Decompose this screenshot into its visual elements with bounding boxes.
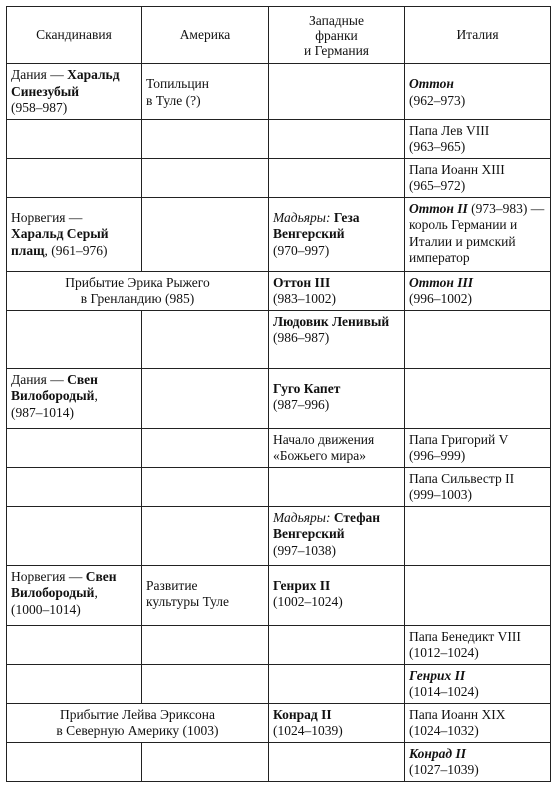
page xyxy=(6,6,551,782)
header-row xyxy=(7,7,551,64)
cell-italy: Оттон II (973–983) — король Германии и Италии и римский император xyxy=(405,197,551,271)
table-row xyxy=(7,506,551,565)
table-row xyxy=(7,271,551,310)
cell-scandinavia xyxy=(7,467,142,506)
cell-west: Мадьяры: Геза Венгерский (970–997) xyxy=(269,197,405,271)
ruler-name: Харальд Синезубый xyxy=(11,67,120,99)
cell-scandinavia: Дания — Харальд Синезубый (958–987) xyxy=(7,64,142,120)
cell-west xyxy=(269,64,405,120)
cell-america xyxy=(142,664,269,703)
table-row xyxy=(7,703,551,742)
ruler-name: Генрих II xyxy=(273,577,331,593)
ruler-name: Конрад II xyxy=(409,745,466,761)
cell-scandinavia: Дания — Свен Вилобородый, (987–1014) xyxy=(7,368,142,428)
cell-west xyxy=(269,625,405,664)
cell-italy xyxy=(405,506,551,565)
cell-america xyxy=(142,119,269,158)
cell-west xyxy=(269,742,405,781)
cell-west: Генрих II (1002–1024) xyxy=(269,565,405,625)
cell-west xyxy=(269,664,405,703)
cell-scandinavia xyxy=(7,664,142,703)
ruler-name: Оттон III xyxy=(273,274,331,290)
cell-west xyxy=(269,119,405,158)
header-west-text: Западные франки и Германия xyxy=(303,12,369,58)
cell-italy: Папа Иоанн XIX (1024–1032) xyxy=(405,703,551,742)
cell-italy: Папа Бенедикт VIII (1012–1024) xyxy=(405,625,551,664)
cell-america xyxy=(142,506,269,565)
cell-italy: Папа Григорий V (996–999) xyxy=(405,428,551,467)
cell-scandinavia xyxy=(7,506,142,565)
cell-italy: Папа Иоанн XIII (965–972) xyxy=(405,158,551,197)
ruler-name: Харальд Серый плащ xyxy=(11,226,109,258)
cell-scandinavia xyxy=(7,119,142,158)
cell-america xyxy=(142,428,269,467)
cell-america xyxy=(142,310,269,368)
table-row xyxy=(7,565,551,625)
cell-west: Конрад II (1024–1039) xyxy=(269,703,405,742)
cell-america: Топильцин в Туле (?) xyxy=(142,64,269,120)
cell-scandinavia xyxy=(7,310,142,368)
ruler-name: Людовик Ленивый xyxy=(273,313,390,329)
cell-italy: Конрад II (1027–1039) xyxy=(405,742,551,781)
table-row xyxy=(7,664,551,703)
cell-italy xyxy=(405,310,551,368)
cell-italy: Папа Лев VIII (963–965) xyxy=(405,119,551,158)
cell-america xyxy=(142,467,269,506)
cell-west: Начало движения «Божьего мира» xyxy=(269,428,405,467)
chronology-table xyxy=(6,6,551,782)
cell-west: Оттон III (983–1002) xyxy=(269,271,405,310)
header-italy: Италия xyxy=(405,7,551,64)
table-row xyxy=(7,368,551,428)
table-row xyxy=(7,197,551,271)
cell-america xyxy=(142,625,269,664)
cell-west: Мадьяры: Стефан Венгерский (997–1038) xyxy=(269,506,405,565)
header-scandinavia: Скандинавия xyxy=(7,7,142,64)
table-row xyxy=(7,64,551,120)
table-row xyxy=(7,158,551,197)
ruler-name: Генрих II xyxy=(409,667,466,683)
cell-west: Гуго Капет (987–996) xyxy=(269,368,405,428)
cell-scandinavia-america: Прибытие Эрика Рыжего в Гренландию (985) xyxy=(7,271,269,310)
ruler-name: Оттон III xyxy=(409,274,473,290)
table-row xyxy=(7,625,551,664)
table-row xyxy=(7,428,551,467)
cell-america xyxy=(142,197,269,271)
cell-italy: Оттон III (996–1002) xyxy=(405,271,551,310)
cell-america: Развитие культуры Туле xyxy=(142,565,269,625)
table-row xyxy=(7,310,551,368)
header-america: Америка xyxy=(142,7,269,64)
ruler-name: Свен Вилобородый xyxy=(11,568,117,600)
table-row xyxy=(7,742,551,781)
cell-scandinavia xyxy=(7,742,142,781)
cell-italy xyxy=(405,565,551,625)
cell-scandinavia: Норвегия — Свен Вилобородый, (1000–1014) xyxy=(7,565,142,625)
cell-scandinavia xyxy=(7,428,142,467)
ruler-name: Гуго Капет xyxy=(273,380,341,396)
ruler-name: Свен Вилобородый xyxy=(11,371,98,403)
table-row xyxy=(7,119,551,158)
cell-scandinavia xyxy=(7,158,142,197)
cell-america xyxy=(142,158,269,197)
cell-italy: Генрих II (1014–1024) xyxy=(405,664,551,703)
ruler-name: Конрад II xyxy=(273,706,332,722)
cell-west xyxy=(269,158,405,197)
cell-scandinavia: Норвегия — Харальд Серый плащ, (961–976) xyxy=(7,197,142,271)
ruler-name: Стефан Венгерский xyxy=(273,509,381,541)
cell-west: Людовик Ленивый (986–987) xyxy=(269,310,405,368)
ruler-name: Оттон xyxy=(409,76,454,91)
cell-scandinavia xyxy=(7,625,142,664)
cell-america xyxy=(142,368,269,428)
cell-west xyxy=(269,467,405,506)
cell-america xyxy=(142,742,269,781)
cell-italy: Папа Сильвестр II (999–1003) xyxy=(405,467,551,506)
cell-scandinavia-america: Прибытие Лейва Эриксона в Северную Америку (1003) xyxy=(7,703,269,742)
ruler-name: Оттон II xyxy=(409,200,468,216)
cell-italy: Оттон (962–973) xyxy=(405,64,551,120)
ruler-name: Геза Венгерский xyxy=(273,209,360,241)
table-row xyxy=(7,467,551,506)
header-west-franks-germany xyxy=(269,7,405,64)
cell-italy xyxy=(405,368,551,428)
